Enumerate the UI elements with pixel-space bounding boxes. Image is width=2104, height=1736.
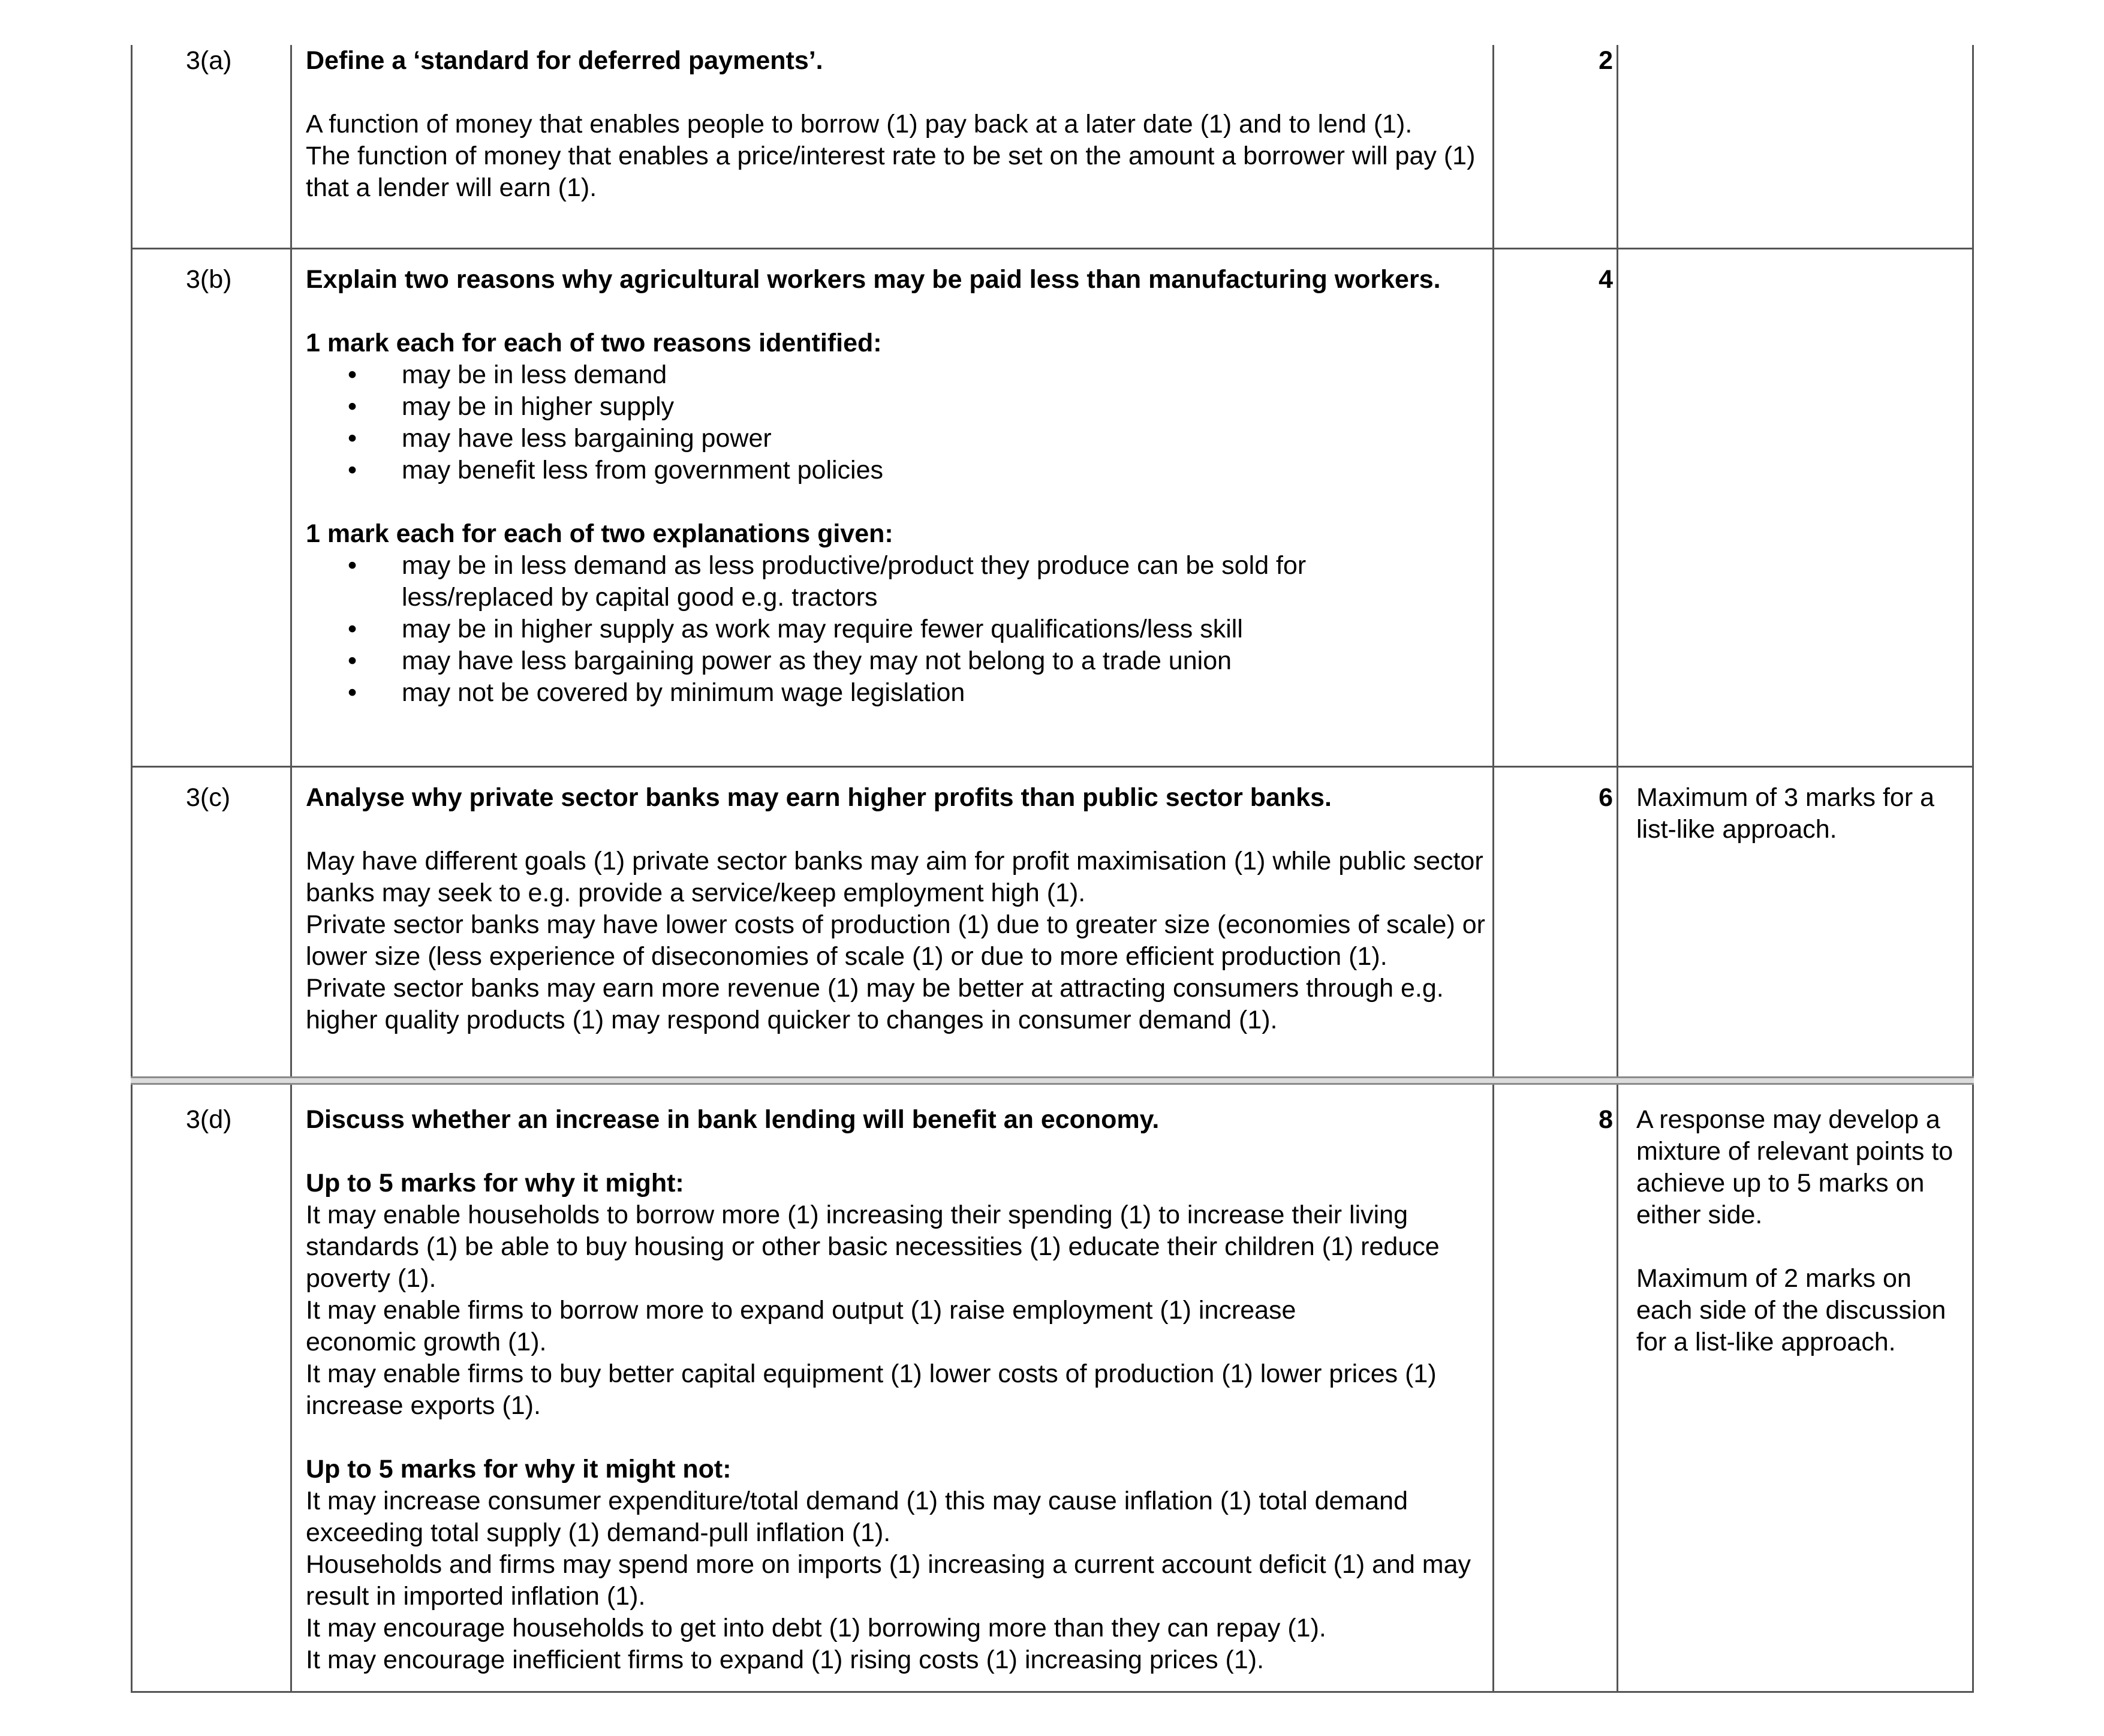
section-heading: Up to 5 marks for why it might not: xyxy=(306,1455,732,1484)
column-divider-marks xyxy=(1617,45,1618,1693)
answer-text: The function of money that enables a price/interest rate to be set on the amount a borrower will pay (1) that a lender will earn (1). xyxy=(306,142,1476,202)
answer-cell xyxy=(306,45,1490,204)
table-border-right xyxy=(1972,45,1974,1693)
marks-value: 6 xyxy=(1599,783,1613,812)
section-heading: 1 mark each for each of two reasons identified: xyxy=(306,329,882,357)
list-item-text: may be in higher supply xyxy=(402,392,675,421)
list-item-text: may not be covered by minimum wage legislation xyxy=(402,678,965,707)
answer-text: Private sector banks may earn more revenue (1) may be better at attracting consumers through e.g. higher quality products (1) may respond quicker to changes in consumer demand (1). xyxy=(306,974,1444,1034)
guidance-cell xyxy=(1636,1104,1972,1358)
section-heading: 1 mark each for each of two explanations given: xyxy=(306,519,893,548)
list-item-text: may have less bargaining power xyxy=(402,424,772,453)
question-text: Discuss whether an increase in bank lending will benefit an economy. xyxy=(306,1105,1160,1134)
answer-text: It may increase consumer expenditure/total demand (1) this may cause inflation (1) total demand exceeding total supply (1) demand-pull inflation (1). xyxy=(306,1487,1408,1547)
list-item xyxy=(306,359,1490,391)
guidance-cell xyxy=(1636,782,1972,846)
answer-cell xyxy=(306,264,1490,709)
bullet-icon: • xyxy=(348,424,357,453)
question-number: 3(b) xyxy=(186,265,232,294)
bullet-icon: • xyxy=(348,392,357,421)
bullet-icon: • xyxy=(348,551,357,580)
answer-text: Households and firms may spend more on imports (1) increasing a current account deficit (1) and may result in imported inflation (1). xyxy=(306,1550,1471,1611)
marks-value: 4 xyxy=(1599,265,1613,294)
question-text: Define a ‘standard for deferred payments’. xyxy=(306,46,823,75)
answer-text: It may enable households to borrow more (1) increasing their spending (1) to increase their living standards (1) be able to buy housing or other basic necessities (1) educate their children (1) reduce poverty (1). xyxy=(306,1201,1440,1293)
row-divider-double xyxy=(131,1076,1974,1085)
guidance-text: A response may develop a mixture of relevant points to achieve up to 5 marks on either side. xyxy=(1636,1105,1954,1229)
list-item xyxy=(306,613,1490,645)
bullet-icon: • xyxy=(348,615,357,643)
question-number: 3(d) xyxy=(186,1105,232,1134)
table-border-left xyxy=(131,45,133,1693)
guidance-text: Maximum of 2 marks on each side of the discussion for a list-like approach. xyxy=(1636,1264,1946,1356)
row-divider xyxy=(131,766,1974,768)
answer-cell xyxy=(306,1104,1490,1676)
answer-cell xyxy=(306,782,1490,1036)
list-item xyxy=(306,423,1490,455)
row-divider xyxy=(131,248,1974,249)
list-item xyxy=(306,645,1490,677)
list-item xyxy=(306,677,1490,709)
list-item-text: may benefit less from government policies xyxy=(402,456,884,485)
guidance-text: Maximum of 3 marks for a list-like approach. xyxy=(1636,783,1934,844)
answer-text: Private sector banks may have lower costs of production (1) due to greater size (economies of scale) or lower size (less experience of diseconomies of scale (1) or due to more efficient production (1). xyxy=(306,910,1485,971)
bullet-list xyxy=(306,550,1490,709)
question-number: 3(a) xyxy=(186,46,232,75)
list-item xyxy=(306,550,1490,613)
answer-text: It may encourage inefficient firms to expand (1) rising costs (1) increasing prices (1). xyxy=(306,1645,1265,1674)
list-item xyxy=(306,455,1490,486)
column-divider-number xyxy=(290,45,292,1693)
list-item-text: may have less bargaining power as they may not belong to a trade union xyxy=(402,646,1232,675)
answer-text: A function of money that enables people to borrow (1) pay back at a later date (1) and to lend (1). xyxy=(306,110,1413,139)
question-text: Explain two reasons why agricultural workers may be paid less than manufacturing workers. xyxy=(306,265,1441,294)
list-item-text: may be in less demand as less productive/product they produce can be sold for less/replaced by capital good e.g. tractors xyxy=(402,551,1307,612)
bullet-icon: • xyxy=(348,456,357,485)
list-item-text: may be in less demand xyxy=(402,360,667,389)
bullet-icon: • xyxy=(348,360,357,389)
list-item-text: may be in higher supply as work may require fewer qualifications/less skill xyxy=(402,615,1243,643)
answer-text: It may enable firms to buy better capital equipment (1) lower costs of production (1) lower prices (1) increase exports (1). xyxy=(306,1359,1437,1420)
marks-value: 2 xyxy=(1599,46,1613,75)
question-number: 3(c) xyxy=(186,783,231,812)
answer-text: May have different goals (1) private sector banks may aim for profit maximisation (1) while public sector banks may seek to e.g. provide a service/keep employment high (1). xyxy=(306,847,1483,907)
question-text: Analyse why private sector banks may earn higher profits than public sector banks. xyxy=(306,783,1332,812)
bullet-list xyxy=(306,359,1490,486)
bullet-icon: • xyxy=(348,678,357,707)
column-divider-answer xyxy=(1492,45,1494,1693)
answer-text: It may enable firms to borrow more to expand output (1) raise employment (1) increase economic growth (1). xyxy=(306,1296,1296,1356)
list-item xyxy=(306,391,1490,423)
marks-value: 8 xyxy=(1599,1105,1613,1134)
bullet-icon: • xyxy=(348,646,357,675)
section-heading: Up to 5 marks for why it might: xyxy=(306,1169,684,1198)
answer-text: It may encourage households to get into debt (1) borrowing more than they can repay (1). xyxy=(306,1614,1326,1642)
table-border-bottom xyxy=(131,1691,1974,1693)
